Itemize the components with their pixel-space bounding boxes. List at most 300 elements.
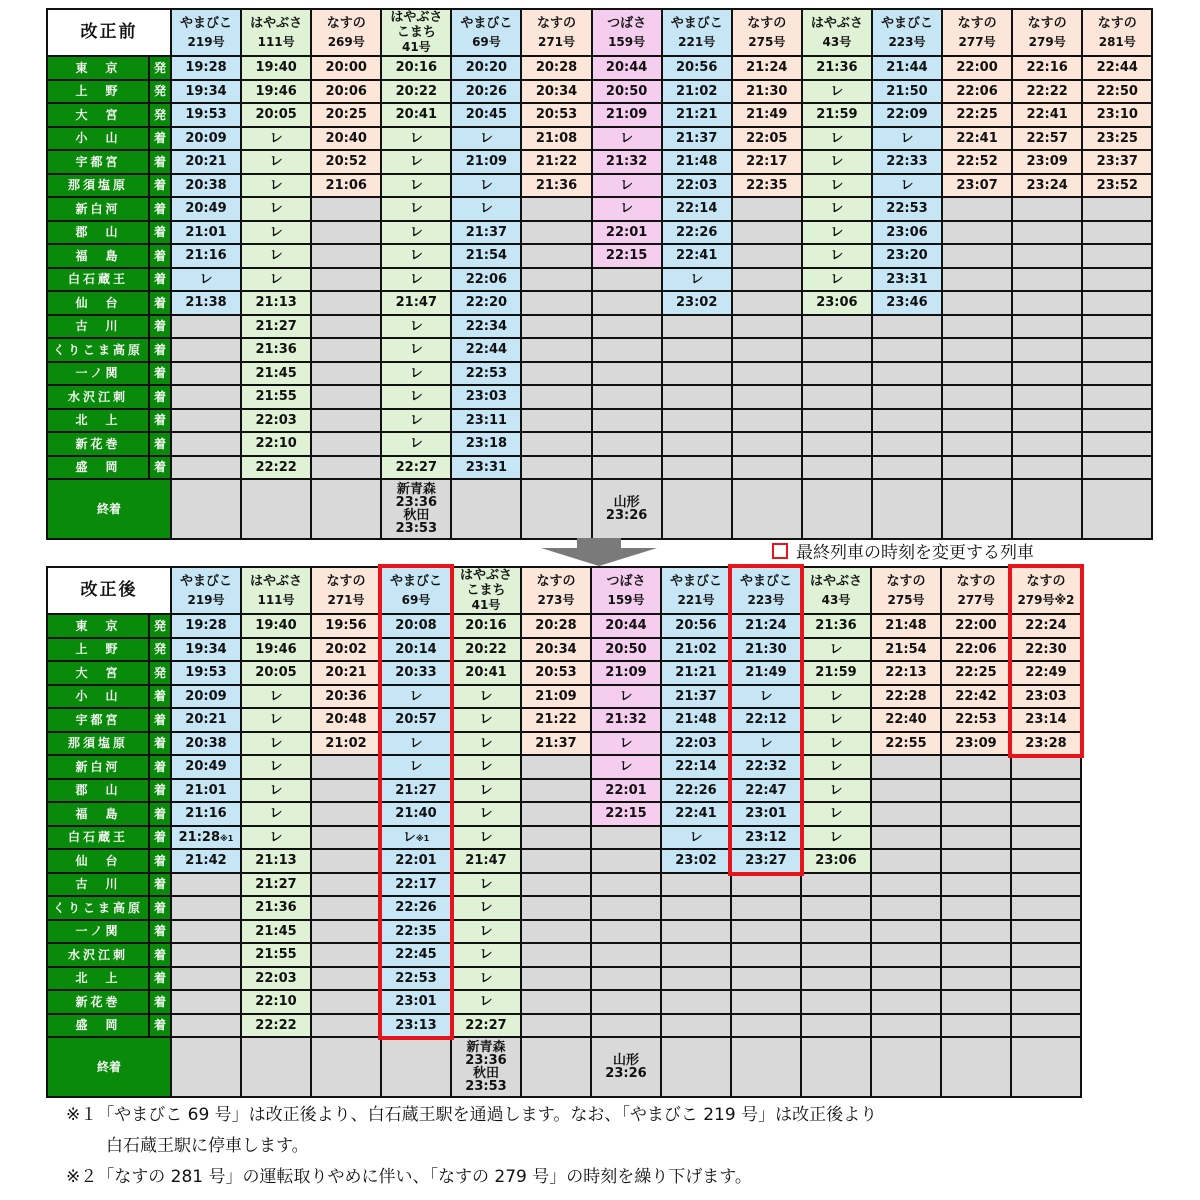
time-cell: 19:46 xyxy=(241,638,311,662)
time-cell: 21:02 xyxy=(661,638,731,662)
station-name: 一ノ関 xyxy=(47,362,149,386)
empty-cell xyxy=(871,802,941,826)
empty-cell xyxy=(521,849,591,873)
empty-cell xyxy=(941,990,1011,1014)
empty-cell xyxy=(1011,1014,1081,1038)
train-number: 269号 xyxy=(327,34,365,49)
empty-cell xyxy=(311,802,381,826)
time-cell: 19:40 xyxy=(241,56,311,80)
header-row xyxy=(47,567,1081,614)
station-name: 水沢江刺 xyxy=(47,385,149,409)
arrival-departure-type: 着 xyxy=(149,291,171,315)
time-cell: レ xyxy=(381,362,451,386)
time-cell: 21:16 xyxy=(171,244,241,268)
time-cell: レ xyxy=(241,150,311,174)
time-cell: 21:45 xyxy=(241,362,311,386)
empty-cell xyxy=(942,268,1012,292)
empty-cell xyxy=(311,409,381,433)
time-cell: 19:34 xyxy=(171,80,241,104)
empty-cell xyxy=(941,755,1011,779)
empty-cell xyxy=(1082,197,1152,221)
empty-cell xyxy=(732,432,802,456)
station-name: 白石蔵王 xyxy=(47,826,149,850)
empty-cell xyxy=(801,967,871,991)
empty-cell xyxy=(591,849,661,873)
terminal-destination: 新青森 23:36 秋田 23:53 xyxy=(451,1037,521,1097)
empty-cell xyxy=(661,1014,731,1038)
time-cell: 23:13 xyxy=(381,1014,451,1038)
time-cell: レ xyxy=(241,127,311,151)
time-cell: 20:09 xyxy=(171,685,241,709)
arrival-departure-type: 着 xyxy=(149,779,171,803)
train-name: つばさ xyxy=(606,573,646,589)
time-cell: 20:09 xyxy=(171,127,241,151)
station-name: 盛 岡 xyxy=(47,456,149,480)
train-header xyxy=(381,9,451,56)
time-cell: 20:48 xyxy=(311,708,381,732)
empty-cell xyxy=(801,990,871,1014)
train-number: 111号 xyxy=(257,34,295,49)
time-cell: 22:10 xyxy=(241,432,311,456)
arrival-departure-type: 着 xyxy=(149,755,171,779)
time-cell: レ xyxy=(241,685,311,709)
station-row xyxy=(47,849,1081,873)
terminal-destination: 山形 23:26 xyxy=(591,1037,661,1097)
station-row xyxy=(47,80,1152,104)
time-cell: 19:56 xyxy=(311,614,381,638)
time-cell: 23:09 xyxy=(941,732,1011,756)
empty-cell xyxy=(942,221,1012,245)
train-number: 221号 xyxy=(677,592,715,607)
empty-cell xyxy=(871,1014,941,1038)
empty-cell xyxy=(872,456,942,480)
time-cell: レ xyxy=(381,338,451,362)
arrival-departure-type: 着 xyxy=(149,338,171,362)
time-cell: レ xyxy=(801,708,871,732)
train-name: なすの xyxy=(537,15,577,31)
empty-cell xyxy=(171,920,241,944)
terminal-destination: 新青森 23:36 秋田 23:53 xyxy=(381,479,451,539)
time-cell: 22:50 xyxy=(1082,80,1152,104)
time-cell: 23:11 xyxy=(451,409,521,433)
time-cell: 21:02 xyxy=(311,732,381,756)
time-cell: 21:27 xyxy=(241,873,311,897)
time-cell: 23:09 xyxy=(1012,150,1082,174)
train-name: こまち xyxy=(466,583,506,598)
arrival-departure-type: 発 xyxy=(149,56,171,80)
empty-cell xyxy=(1012,385,1082,409)
train-name: やまびこ xyxy=(880,15,933,31)
empty-cell xyxy=(592,338,662,362)
train-number: 275号 xyxy=(887,592,925,607)
time-cell: 21:30 xyxy=(732,80,802,104)
empty-cell xyxy=(662,409,732,433)
time-cell: 22:13 xyxy=(871,661,941,685)
train-header xyxy=(521,567,591,614)
train-header xyxy=(941,567,1011,614)
empty-cell xyxy=(311,990,381,1014)
train-number: 219号 xyxy=(187,592,225,607)
train-number: 277号 xyxy=(957,592,995,607)
empty-cell xyxy=(1011,802,1081,826)
arrival-departure-type: 着 xyxy=(149,849,171,873)
station-row xyxy=(47,802,1081,826)
arrival-departure-type: 着 xyxy=(149,174,171,198)
empty-cell xyxy=(171,432,241,456)
empty-cell xyxy=(1012,338,1082,362)
empty-cell xyxy=(801,920,871,944)
empty-cell xyxy=(1012,315,1082,339)
empty-cell xyxy=(872,385,942,409)
empty-cell xyxy=(942,456,1012,480)
station-row xyxy=(47,638,1081,662)
empty-cell xyxy=(942,338,1012,362)
time-cell: 22:01 xyxy=(592,221,662,245)
station-name: 北 上 xyxy=(47,409,149,433)
time-cell: 22:45 xyxy=(381,943,451,967)
station-row xyxy=(47,896,1081,920)
empty-cell xyxy=(662,315,732,339)
train-number: 273号 xyxy=(537,592,575,607)
empty-cell xyxy=(1082,432,1152,456)
empty-cell xyxy=(872,362,942,386)
station-row xyxy=(47,432,1152,456)
footnote-1: ※１「やまびこ 69 号」は改正後より、白石蔵王駅を通過します。なお、「やまびこ 219 号」は改正後より xyxy=(66,1105,878,1125)
empty-cell xyxy=(941,896,1011,920)
empty-cell xyxy=(1011,849,1081,873)
empty-cell xyxy=(171,479,241,539)
time-cell: 20:57 xyxy=(381,708,451,732)
empty-cell xyxy=(661,990,731,1014)
time-cell: 22:44 xyxy=(451,338,521,362)
time-cell: 22:52 xyxy=(942,150,1012,174)
empty-cell xyxy=(871,873,941,897)
time-cell: レ xyxy=(592,127,662,151)
time-cell: 22:00 xyxy=(942,56,1012,80)
empty-cell xyxy=(591,920,661,944)
empty-cell xyxy=(1011,779,1081,803)
station-row xyxy=(47,291,1152,315)
train-number: 69号 xyxy=(401,592,431,607)
time-cell: レ xyxy=(451,127,521,151)
time-cell: 22:41 xyxy=(662,244,732,268)
time-cell: 20:22 xyxy=(381,80,451,104)
arrival-departure-type: 発 xyxy=(149,103,171,127)
arrival-departure-type: 着 xyxy=(149,896,171,920)
time-cell: レ xyxy=(241,244,311,268)
empty-cell xyxy=(592,315,662,339)
station-name: 古 川 xyxy=(47,873,149,897)
empty-cell xyxy=(311,197,381,221)
time-cell: 20:02 xyxy=(311,638,381,662)
time-cell: 22:17 xyxy=(381,873,451,897)
empty-cell xyxy=(1011,873,1081,897)
empty-cell xyxy=(871,896,941,920)
empty-cell xyxy=(1082,479,1152,539)
empty-cell xyxy=(592,456,662,480)
footnote-2: ※２「なすの 281 号」の運転取りやめに伴い、「なすの 279 号」の時刻を繰り下げます。 xyxy=(66,1167,752,1187)
empty-cell xyxy=(521,362,591,386)
empty-cell xyxy=(521,291,591,315)
time-cell: 20:14 xyxy=(381,638,451,662)
empty-cell xyxy=(171,990,241,1014)
empty-cell xyxy=(871,1037,941,1097)
empty-cell xyxy=(311,338,381,362)
train-name: はやぶさ xyxy=(390,10,443,25)
time-cell: 20:49 xyxy=(171,197,241,221)
station-row xyxy=(47,755,1081,779)
time-cell: レ xyxy=(241,755,311,779)
time-cell: 21:21 xyxy=(662,103,732,127)
time-cell: 21:59 xyxy=(801,661,871,685)
time-cell: 21:36 xyxy=(802,56,872,80)
empty-cell xyxy=(171,873,241,897)
empty-cell xyxy=(1082,385,1152,409)
train-header xyxy=(241,567,311,614)
time-cell: 20:06 xyxy=(311,80,381,104)
empty-cell xyxy=(592,268,662,292)
empty-cell xyxy=(521,338,591,362)
train-header xyxy=(1082,9,1152,56)
train-number: 43号 xyxy=(821,592,851,607)
empty-cell xyxy=(731,920,801,944)
station-row xyxy=(47,385,1152,409)
empty-cell xyxy=(311,920,381,944)
time-cell: レ xyxy=(381,755,451,779)
station-row xyxy=(47,315,1152,339)
time-cell: 20:08 xyxy=(381,614,451,638)
time-cell: レ xyxy=(241,826,311,850)
time-cell: 22:57 xyxy=(1012,127,1082,151)
empty-cell xyxy=(521,221,591,245)
empty-cell xyxy=(871,990,941,1014)
time-cell: 20:21 xyxy=(171,150,241,174)
time-cell: 23:06 xyxy=(872,221,942,245)
train-number: 221号 xyxy=(678,34,716,49)
empty-cell xyxy=(311,291,381,315)
empty-cell xyxy=(732,291,802,315)
time-cell: 21:38 xyxy=(171,291,241,315)
empty-cell xyxy=(802,338,872,362)
time-cell: 22:17 xyxy=(732,150,802,174)
empty-cell xyxy=(1012,479,1082,539)
arrival-departure-type: 着 xyxy=(149,685,171,709)
station-row xyxy=(47,685,1081,709)
time-cell: レ xyxy=(591,685,661,709)
time-cell: 20:56 xyxy=(661,614,731,638)
empty-cell xyxy=(732,221,802,245)
train-name: やまびこ xyxy=(460,15,513,31)
time-cell: レ xyxy=(381,150,451,174)
time-cell: レ xyxy=(381,315,451,339)
legend-label: 最終列車の時刻を変更する列車 xyxy=(796,543,1034,563)
time-cell: レ xyxy=(451,802,521,826)
empty-cell xyxy=(802,385,872,409)
empty-cell xyxy=(942,291,1012,315)
station-row xyxy=(47,456,1152,480)
time-cell: 21:22 xyxy=(521,708,591,732)
time-cell: レ xyxy=(241,221,311,245)
time-cell: 19:53 xyxy=(171,661,241,685)
time-cell: レ xyxy=(241,268,311,292)
time-cell: 21:36 xyxy=(241,896,311,920)
station-row xyxy=(47,103,1152,127)
time-cell: レ xyxy=(381,174,451,198)
time-cell: 20:40 xyxy=(311,127,381,151)
station-row xyxy=(47,708,1081,732)
time-cell: 20:38 xyxy=(171,174,241,198)
station-name: 東 京 xyxy=(47,56,149,80)
empty-cell xyxy=(171,385,241,409)
time-cell: 19:28 xyxy=(171,614,241,638)
time-cell: レ xyxy=(241,197,311,221)
empty-cell xyxy=(871,755,941,779)
time-cell: レ xyxy=(241,174,311,198)
time-cell: レ xyxy=(451,896,521,920)
empty-cell xyxy=(1012,244,1082,268)
arrival-departure-type: 着 xyxy=(149,990,171,1014)
station-row xyxy=(47,127,1152,151)
empty-cell xyxy=(662,362,732,386)
arrival-departure-type: 着 xyxy=(149,432,171,456)
time-cell: レ xyxy=(381,221,451,245)
time-cell: 22:06 xyxy=(941,638,1011,662)
time-cell: レ xyxy=(241,732,311,756)
footnote-1-continued: 白石蔵王駅に停車します。 xyxy=(106,1136,309,1156)
empty-cell xyxy=(171,967,241,991)
time-cell: レ xyxy=(731,732,801,756)
empty-cell xyxy=(732,268,802,292)
train-header xyxy=(1012,9,1082,56)
time-cell: レ xyxy=(802,80,872,104)
empty-cell xyxy=(1011,755,1081,779)
train-number: 43号 xyxy=(822,34,852,49)
empty-cell xyxy=(732,362,802,386)
arrival-departure-type: 着 xyxy=(149,197,171,221)
time-cell: 23:12 xyxy=(731,826,801,850)
empty-cell xyxy=(662,456,732,480)
empty-cell xyxy=(1011,990,1081,1014)
empty-cell xyxy=(241,479,311,539)
train-name: やまびこ xyxy=(180,15,233,31)
time-cell: 23:27 xyxy=(731,849,801,873)
empty-cell xyxy=(942,244,1012,268)
empty-cell xyxy=(592,291,662,315)
time-cell: レ xyxy=(241,779,311,803)
train-number: 111号 xyxy=(257,592,295,607)
train-name: やまびこ xyxy=(669,573,722,589)
train-header xyxy=(311,567,381,614)
train-name: はやぶさ xyxy=(810,15,863,31)
station-name: 宇都宮 xyxy=(47,150,149,174)
empty-cell xyxy=(941,920,1011,944)
train-header xyxy=(801,567,871,614)
time-cell: 21:27 xyxy=(381,779,451,803)
down-arrow-icon xyxy=(541,538,657,566)
arrival-departure-type: 着 xyxy=(149,1014,171,1038)
station-name: 盛 岡 xyxy=(47,1014,149,1038)
station-row xyxy=(47,967,1081,991)
time-cell: レ xyxy=(591,755,661,779)
empty-cell xyxy=(871,967,941,991)
time-cell: 21:32 xyxy=(592,150,662,174)
time-cell: 22:41 xyxy=(661,802,731,826)
station-name: 福 島 xyxy=(47,802,149,826)
time-cell: 21:49 xyxy=(732,103,802,127)
empty-cell xyxy=(451,479,521,539)
time-cell: 21:44 xyxy=(872,56,942,80)
empty-cell xyxy=(311,362,381,386)
empty-cell xyxy=(171,1037,241,1097)
empty-cell xyxy=(311,755,381,779)
red-square-icon xyxy=(772,543,788,559)
time-cell: 22:12 xyxy=(731,708,801,732)
time-cell: 21:01 xyxy=(171,221,241,245)
empty-cell xyxy=(171,338,241,362)
empty-cell xyxy=(171,943,241,967)
empty-cell xyxy=(801,1037,871,1097)
train-header xyxy=(521,9,591,56)
station-row xyxy=(47,1014,1081,1038)
empty-cell xyxy=(732,409,802,433)
time-cell: 21:50 xyxy=(872,80,942,104)
station-row xyxy=(47,56,1152,80)
arrival-departure-type: 着 xyxy=(149,943,171,967)
time-cell: レ xyxy=(801,685,871,709)
time-cell: 21:59 xyxy=(802,103,872,127)
empty-cell xyxy=(872,432,942,456)
empty-cell xyxy=(521,479,591,539)
empty-cell xyxy=(802,479,872,539)
empty-cell xyxy=(871,779,941,803)
time-cell: 20:16 xyxy=(451,614,521,638)
empty-cell xyxy=(731,990,801,1014)
train-header xyxy=(872,9,942,56)
time-cell: 21:24 xyxy=(731,614,801,638)
train-name: なすの xyxy=(1026,573,1066,589)
empty-cell xyxy=(1011,943,1081,967)
time-cell: 20:26 xyxy=(451,80,521,104)
train-name: はやぶさ xyxy=(809,573,862,589)
time-cell: 23:18 xyxy=(451,432,521,456)
empty-cell xyxy=(521,920,591,944)
empty-cell xyxy=(802,432,872,456)
time-cell: 21:47 xyxy=(451,849,521,873)
train-header xyxy=(732,9,802,56)
time-cell: レ xyxy=(661,826,731,850)
time-cell: レ xyxy=(801,638,871,662)
time-cell: レ xyxy=(381,732,451,756)
station-name: くりこま高原 xyxy=(47,338,149,362)
empty-cell xyxy=(661,896,731,920)
station-row xyxy=(47,661,1081,685)
time-cell: 22:53 xyxy=(872,197,942,221)
time-cell: レ xyxy=(592,174,662,198)
time-cell: レ xyxy=(872,127,942,151)
time-cell: レ xyxy=(731,685,801,709)
empty-cell xyxy=(1082,244,1152,268)
time-cell: 22:41 xyxy=(1012,103,1082,127)
time-cell: 21:21 xyxy=(661,661,731,685)
time-cell: 21:40 xyxy=(381,802,451,826)
time-cell: 22:27 xyxy=(451,1014,521,1038)
time-cell: 22:42 xyxy=(941,685,1011,709)
time-cell: 23:37 xyxy=(1082,150,1152,174)
time-cell: 21:42 xyxy=(171,849,241,873)
empty-cell xyxy=(1011,920,1081,944)
station-row xyxy=(47,920,1081,944)
time-cell: 22:10 xyxy=(241,990,311,1014)
